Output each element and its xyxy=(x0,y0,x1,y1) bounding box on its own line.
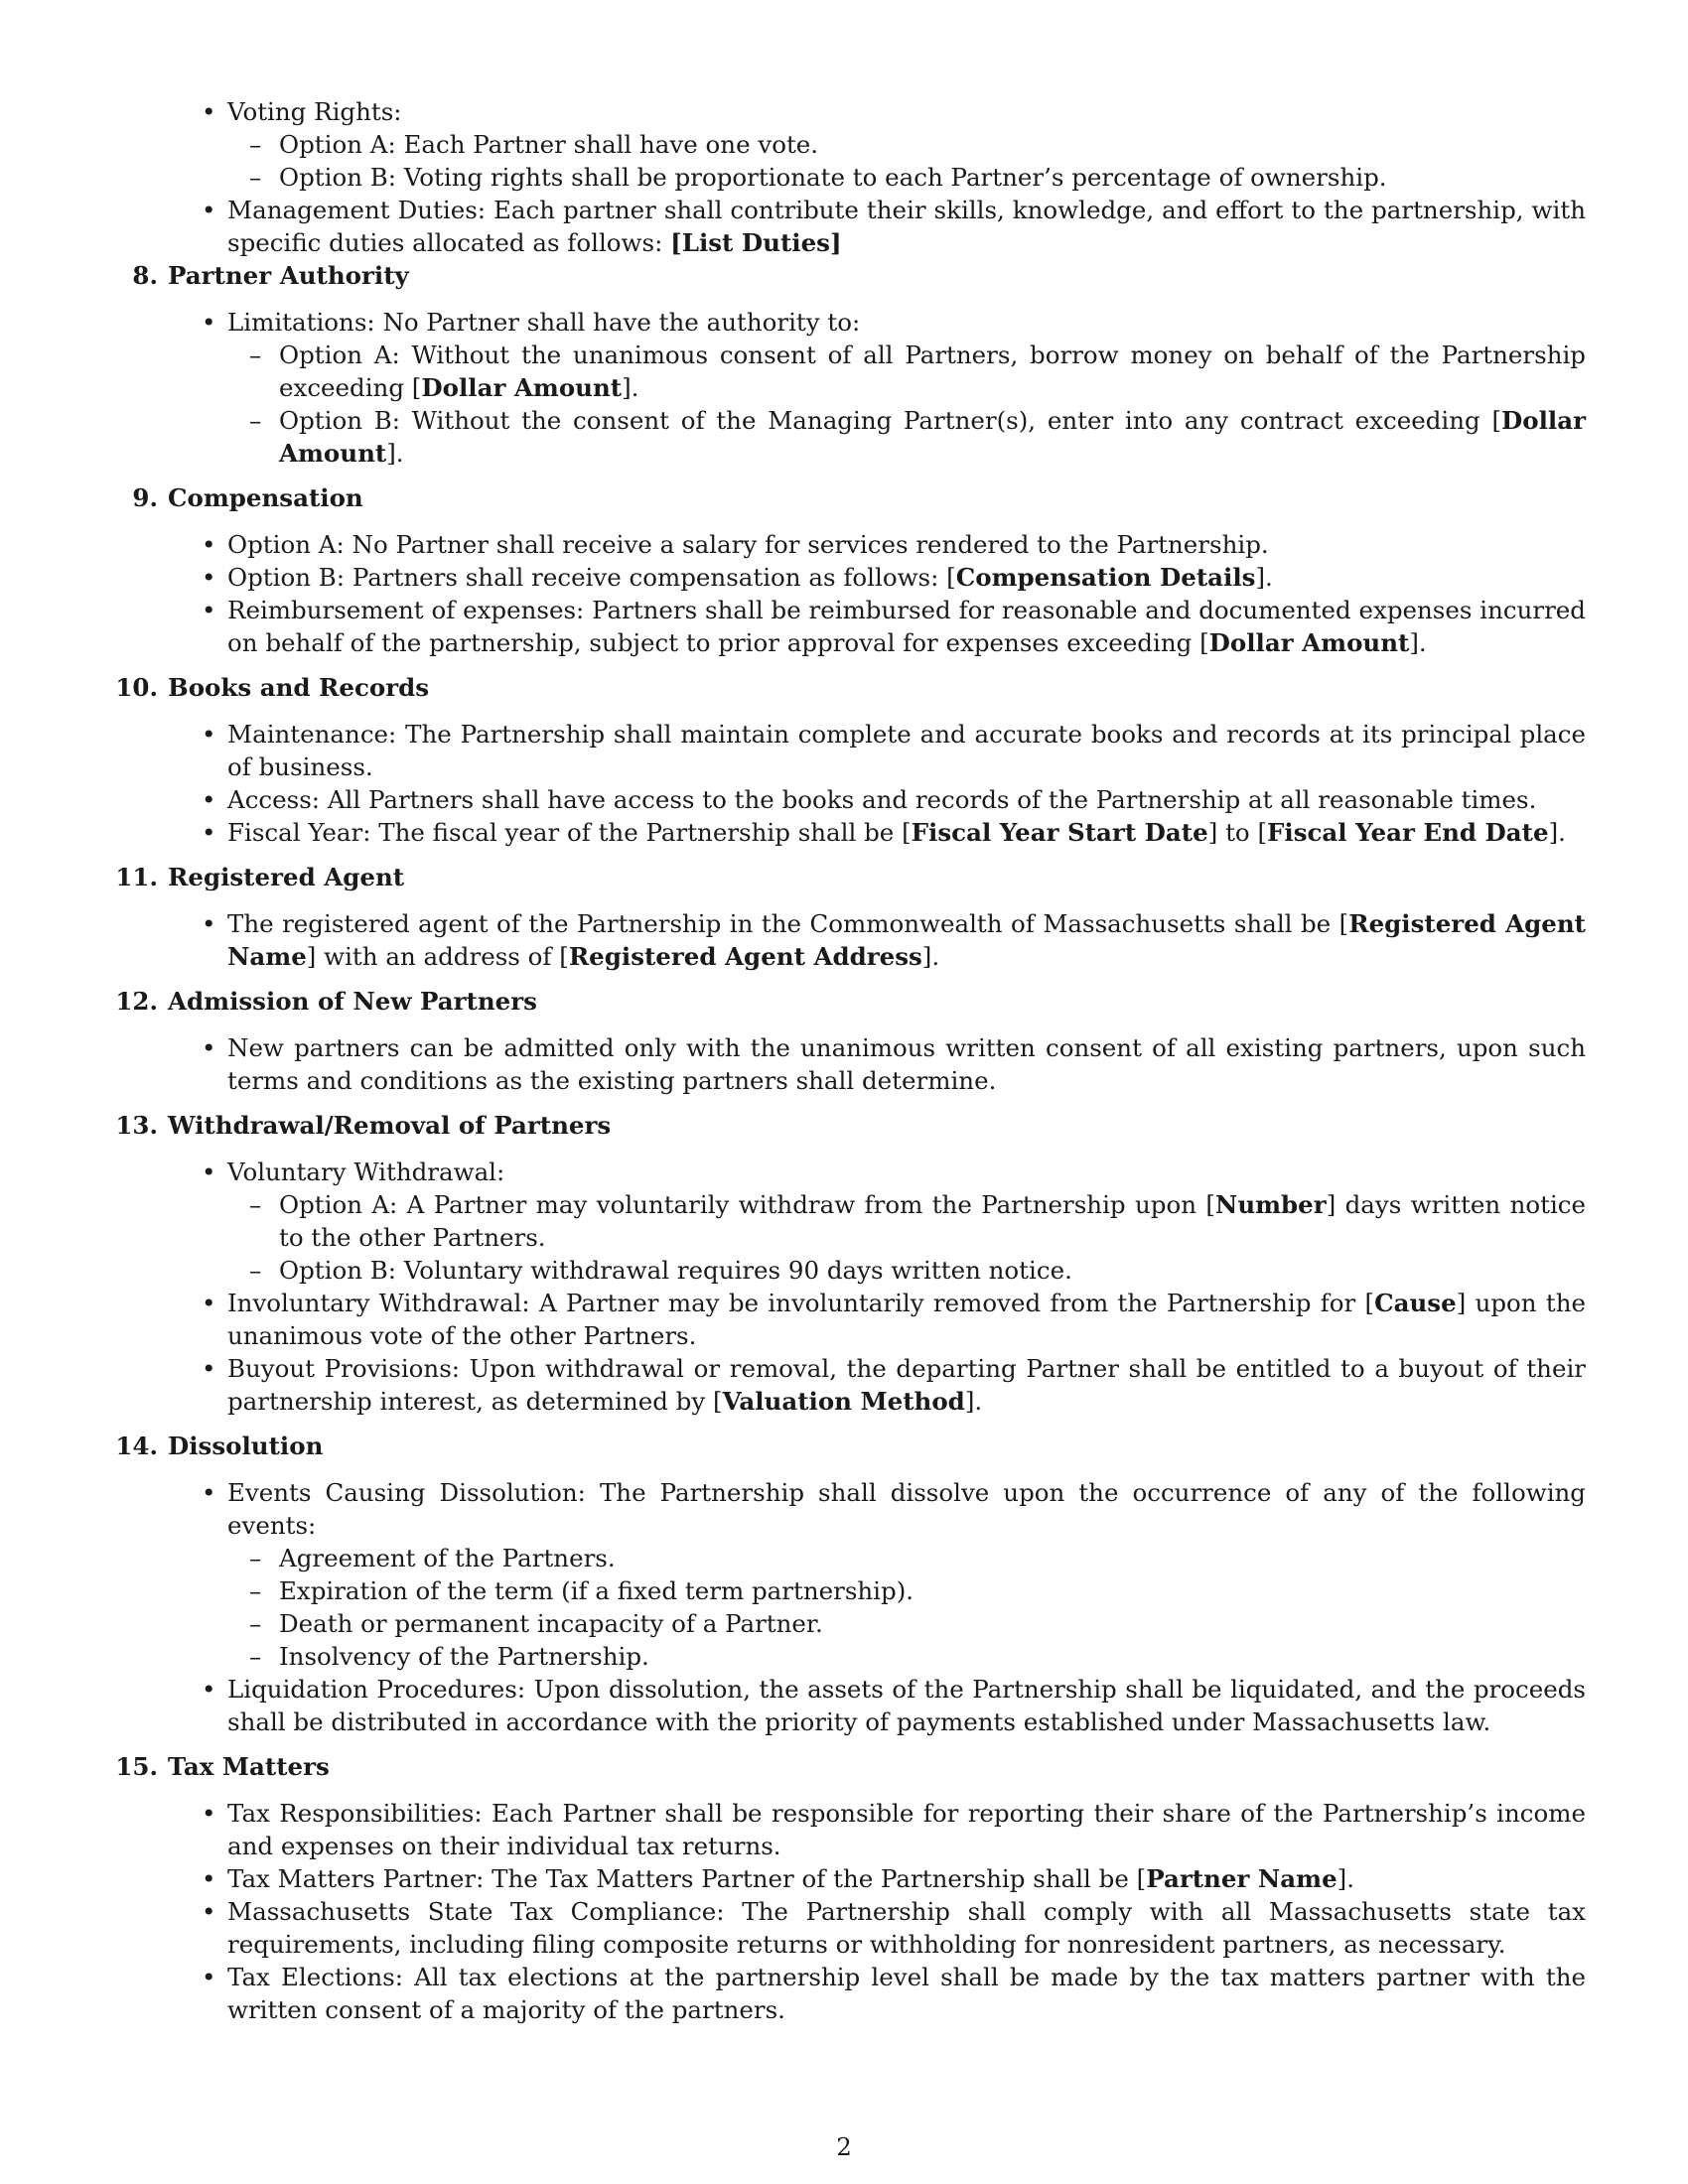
placeholder-number: Number xyxy=(1214,1190,1327,1219)
placeholder-fiscal-end: Fiscal Year End Date xyxy=(1267,818,1549,847)
item-text: Option B: Partners shall receive compensation as follows: [ xyxy=(227,563,956,592)
section-tax-matters xyxy=(115,1750,1586,2026)
list-item xyxy=(279,1188,1586,1254)
item-text-end: ]. xyxy=(1548,818,1566,847)
section-title: Partner Authority xyxy=(168,261,409,290)
placeholder-bracket: [ xyxy=(670,228,682,257)
list-item: – Agreement of the Partners. xyxy=(279,1542,1586,1574)
dissolution-events xyxy=(227,1542,1586,1673)
section-number: 9. xyxy=(132,483,158,512)
section-compensation xyxy=(132,481,1586,659)
section-list xyxy=(132,306,1586,470)
list-item: – Insolvency of the Partnership. xyxy=(279,1640,1586,1673)
placeholder-cause: Cause xyxy=(1374,1289,1457,1317)
option-text: Option A: A Partner may voluntarily withdraw from the Partnership upon [ xyxy=(279,1190,1215,1219)
section-dissolution xyxy=(115,1430,1586,1738)
list-item: • Tax Responsibilities: Each Partner shall be responsible for reporting their share of the Partnership’s income and expenses on their individual tax returns. xyxy=(227,1797,1586,1862)
section-heading xyxy=(115,1430,1586,1462)
placeholder-compensation-details: Compensation Details xyxy=(955,563,1256,592)
list-item xyxy=(227,1862,1586,1895)
placeholder-dollar-amount: Dollar Amount xyxy=(1208,628,1410,657)
item-text-end: ]. xyxy=(1336,1864,1355,1893)
section-number: 15. xyxy=(115,1752,158,1781)
section-number: 13. xyxy=(115,1111,158,1140)
option-text-end: ] days written notice to the other Partners. xyxy=(279,1190,1587,1252)
list-item xyxy=(227,561,1586,594)
list-item xyxy=(227,1287,1586,1352)
section-number: 10. xyxy=(115,673,158,702)
section-heading xyxy=(115,1109,1586,1142)
section-title: Tax Matters xyxy=(168,1752,330,1781)
section-number: 11. xyxy=(115,863,158,891)
section-title: Books and Records xyxy=(168,673,430,702)
list-item: • Tax Elections: All tax elections at the partnership level shall be made by the tax matters partner with the written consent of a majority of the partners. xyxy=(227,1961,1586,2026)
option-text: Option B: Without the consent of the Managing Partner(s), enter into any contract exceeding [ xyxy=(279,406,1502,435)
placeholder-bracket: ] xyxy=(829,228,842,257)
placeholder-partner-name: Partner Name xyxy=(1146,1864,1337,1893)
voluntary-withdrawal-label: Voluntary Withdrawal: xyxy=(227,1158,505,1186)
section-list xyxy=(132,1476,1586,1738)
section-heading xyxy=(115,671,1586,704)
voting-management-list xyxy=(132,95,1586,259)
limitation-options xyxy=(227,339,1586,470)
item-text: Reimbursement of expenses: Partners shall be reimbursed for reasonable and documented expenses incurred on behalf of the partnership, subject to prior approval for expenses exceeding [ xyxy=(227,596,1586,657)
list-item: – Option B: Voluntary withdrawal requires 90 days written notice. xyxy=(279,1254,1586,1287)
list-item: • Access: All Partners shall have access to the books and records of the Partnership at all reasonable times. xyxy=(227,783,1586,816)
section-title: Admission of New Partners xyxy=(168,987,537,1016)
list-item: – Option B: Voting rights shall be proportionate to each Partner’s percentage of ownership. xyxy=(279,161,1586,194)
item-text: Tax Matters Partner: The Tax Matters Partner of the Partnership shall be [ xyxy=(227,1864,1147,1893)
section-title: Compensation xyxy=(168,483,363,512)
item-text-end: ]. xyxy=(964,1387,983,1416)
list-item: – Option A: Each Partner shall have one vote. xyxy=(279,128,1586,161)
list-item xyxy=(227,1156,1586,1287)
section-heading xyxy=(115,861,1586,893)
section-title: Registered Agent xyxy=(168,863,405,891)
section-heading xyxy=(115,985,1586,1018)
list-item xyxy=(227,816,1586,849)
option-text-end: ]. xyxy=(386,439,404,468)
section-list xyxy=(132,907,1586,973)
document-body xyxy=(115,95,1587,2038)
item-text-mid: ] to [ xyxy=(1207,818,1268,847)
item-text-end: ] upon the unanimous vote of the other Partners. xyxy=(227,1289,1587,1350)
section-books-records xyxy=(115,671,1586,849)
management-duties-text: Management Duties: Each partner shall contribute their skills, knowledge, and effort to the partnership, with specific duties allocated as follows: xyxy=(227,196,1586,257)
item-text-end: ]. xyxy=(921,942,940,971)
list-item: – Death or permanent incapacity of a Partner. xyxy=(279,1607,1586,1640)
section-registered-agent xyxy=(115,861,1586,973)
item-text: Buyout Provisions: Upon withdrawal or removal, the departing Partner shall be entitled to a buyout of their partnership interest, as determined by [ xyxy=(227,1354,1586,1416)
list-item xyxy=(227,95,1586,194)
events-text: Events Causing Dissolution: The Partnership shall dissolve upon the occurrence of any of the following events: xyxy=(227,1478,1586,1540)
item-text: The registered agent of the Partnership in the Commonwealth of Massachusetts shall be [ xyxy=(227,909,1349,938)
option-text-end: ]. xyxy=(622,373,639,402)
limitations-text: Limitations: No Partner shall have the authority to: xyxy=(227,308,861,337)
section-number: 14. xyxy=(115,1432,158,1460)
list-item xyxy=(227,1476,1586,1673)
item-text-end: ]. xyxy=(1409,628,1427,657)
placeholder-dollar-amount: Dollar Amount xyxy=(421,373,623,402)
section-list xyxy=(132,1797,1586,2026)
section-heading xyxy=(115,1750,1586,1783)
placeholder-fiscal-start: Fiscal Year Start Date xyxy=(911,818,1208,847)
placeholder-agent-address: Registered Agent Address xyxy=(568,942,922,971)
placeholder-valuation-method: Valuation Method xyxy=(722,1387,965,1416)
item-text-mid: ] with an address of [ xyxy=(306,942,569,971)
list-item: • New partners can be admitted only with the unanimous written consent of all existing partners, upon such terms and conditions as the existing partners shall determine. xyxy=(227,1031,1586,1097)
section-list xyxy=(132,718,1586,849)
list-item xyxy=(279,404,1586,470)
section-withdrawal xyxy=(115,1109,1587,1418)
option-text: Option A: Without the unanimous consent of all Partners, borrow money on behalf of the Partnership exceeding [ xyxy=(279,341,1586,402)
list-item xyxy=(227,1352,1586,1418)
section-list xyxy=(132,1031,1586,1097)
list-item: – Expiration of the term (if a fixed term partnership). xyxy=(279,1574,1586,1607)
section-admission xyxy=(115,985,1586,1097)
list-item: • Massachusetts State Tax Compliance: The Partnership shall comply with all Massachusetts state tax requirements, including filing composite returns or withholding for nonresident partners, as necessary. xyxy=(227,1895,1586,1961)
section-partner-authority xyxy=(132,259,1586,470)
item-text: Fiscal Year: The fiscal year of the Partnership shall be [ xyxy=(227,818,912,847)
item-text: Involuntary Withdrawal: A Partner may be involuntarily removed from the Partnership for [ xyxy=(227,1289,1375,1317)
withdrawal-options xyxy=(227,1188,1586,1287)
section-title: Withdrawal/Removal of Partners xyxy=(168,1111,612,1140)
section-heading xyxy=(132,259,1586,292)
list-item xyxy=(227,306,1586,470)
section-number: 8. xyxy=(132,261,158,290)
page-number: 2 xyxy=(836,2132,852,2161)
placeholder-agent-name: Registered Agent Name xyxy=(227,909,1586,971)
section-heading xyxy=(132,481,1586,514)
section-list xyxy=(132,528,1586,659)
list-item xyxy=(227,194,1586,259)
list-item: • Liquidation Procedures: Upon dissolution, the assets of the Partnership shall be liquidated, and the proceeds shall be distributed in accordance with the priority of payments established under Massachusetts law. xyxy=(227,1673,1586,1738)
list-item xyxy=(227,594,1586,659)
section-title: Dissolution xyxy=(168,1432,324,1460)
voting-rights-label: Voting Rights: xyxy=(227,97,402,126)
list-item: • Maintenance: The Partnership shall maintain complete and accurate books and records at its principal place of business. xyxy=(227,718,1586,783)
list-item xyxy=(279,339,1586,404)
section-number: 12. xyxy=(115,987,158,1016)
section-list xyxy=(132,1156,1586,1418)
list-item xyxy=(227,907,1586,973)
item-text-end: ]. xyxy=(1255,563,1273,592)
placeholder-list-duties: List Duties xyxy=(681,228,830,257)
voting-options xyxy=(227,128,1586,194)
list-item: • Option A: No Partner shall receive a salary for services rendered to the Partnership. xyxy=(227,528,1586,561)
placeholder-dollar-amount: Dollar Amount xyxy=(279,406,1586,468)
